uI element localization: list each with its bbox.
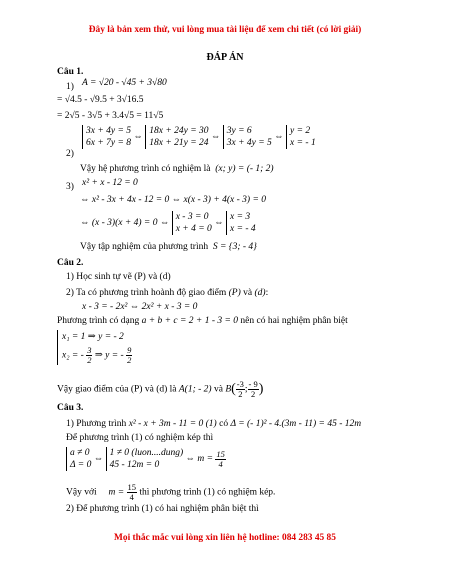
cau2-roots	[57, 330, 132, 365]
system-a: x - 3 = 0 x + 4 = 0	[172, 211, 212, 235]
cau1-p1-line2: = √4.5 - √9.5 + 3√16.5	[57, 95, 144, 105]
cau3-system: a ≠ 0 Δ = 0 ⇔ 1 ≠ 0 (luon....dung) 45 - 12m = 0 ⇔ m = $\frac{15}{4}$	[66, 447, 226, 471]
equiv-arrow: ⇔	[274, 132, 284, 143]
system-3: 3y = 6 3x + 4y = 5	[223, 125, 272, 149]
cau1-p3-line1: x² + x - 12 = 0	[82, 178, 138, 188]
cau2-p2: 2) Ta có phương trình hoành độ giao điểm (P) và (d):	[66, 288, 269, 298]
root-1: x₁ = 1 ⇒ y = - 2	[62, 332, 124, 342]
cau2-p3: Phương trình có dạng a + b + c = 2 + 1 - 3 = 0 nên có hai nghiệm phân biệt	[57, 316, 348, 326]
cau1-p2-system	[82, 125, 316, 149]
cau1-p1-line3: = 2√5 - 3√5 + 3.4√5 = 11√5	[57, 111, 164, 121]
page-title: ĐÁP ÁN	[206, 52, 244, 63]
system-2: 18x + 24y = 30 18x + 21y = 24	[145, 125, 208, 149]
point-b-label: B	[225, 384, 232, 395]
cau1-p2-conclusion: Vậy hệ phương trình có nghiệm là (x; y) = (- 1; 2)	[80, 164, 274, 174]
cau1-p2-num: 2)	[66, 149, 74, 159]
cau1-p1-line1: A = √20 - √45 + 3√80	[82, 78, 167, 88]
cau3-label: Câu 3.	[57, 403, 84, 413]
system-4: y = 2 x = - 1	[286, 125, 316, 149]
hotline-footer: Mọi thắc mắc vui lòng xin liên hệ hotline: 084 283 45 85	[114, 533, 336, 543]
cau3-p2: 2) Để phương trình (1) có hai nghiệm phân biệt thì	[66, 504, 259, 514]
root-2: x₂ = - $\frac{3}{2}$ ⇒ y = - $\frac{9}{2}$	[62, 345, 132, 365]
equiv-arrow: ⇔	[210, 132, 221, 143]
system-b: x = 3 x = - 4	[226, 211, 256, 235]
system-1: 3x + 4y = 5 6x + 7y = 8	[82, 125, 131, 149]
solution-set: S = {3; - 4}	[212, 242, 257, 252]
system-cond-2: 1 ≠ 0 (luon....dung) 45 - 12m = 0	[106, 447, 184, 471]
solution-pair: (x; y) = (- 1; 2)	[215, 164, 274, 174]
cau2-conclusion: Vậy giao điểm của (P) và (d) là A(1; - 2) và B( $\frac{-3}{2}$ ; $\frac{- 9}{2}$ )	[57, 379, 264, 399]
cau2-p1: 1) Học sinh tự vẽ (P) và (d)	[66, 272, 171, 282]
cau3-conclusion: Vậy với m = $\frac{15}{4}$ thì phương trình (1) có nghiệm kép.	[66, 482, 276, 502]
cau3-p1: 1) Phương trình x² - x + 3m - 11 = 0 (1) có Δ = (- 1)² - 4.(3m - 11) = 45 - 12m	[66, 419, 362, 429]
cau1-p3-conclusion: Vậy tập nghiệm của phương trình S = {3; - 4}	[80, 242, 257, 252]
cau3-p1-b: Để phương trình (1) có nghiệm kép thì	[66, 433, 214, 443]
equiv-arrow: ⇔	[133, 132, 143, 143]
cau2-label: Câu 2.	[57, 258, 84, 268]
preview-banner: Đây là bản xem thử, vui lòng mua tài liệu để xem chi tiết (có lời giải)	[88, 25, 362, 35]
cau1-label: Câu 1.	[57, 67, 84, 77]
point-a: A(1; - 2)	[178, 384, 212, 395]
cau1-p1-num: 1)	[66, 82, 74, 92]
cau1-p3-line3: ⇔ (x - 3)(x + 4) = 0 ⇔ x - 3 = 0 x + 4 = 0 ⇔ x = 3 x = - 4	[80, 212, 256, 234]
cau1-p3-num: 3)	[66, 182, 74, 192]
cau2-p2-eq: x - 3 = - 2x² ⇔ 2x² + x - 3 = 0	[82, 302, 198, 312]
cau1-p3-line2: ⇔ x² - 3x + 4x - 12 = 0 ⇔ x(x - 3) + 4(x - 3) = 0	[80, 195, 266, 205]
system-cond: a ≠ 0 Δ = 0	[66, 447, 91, 471]
